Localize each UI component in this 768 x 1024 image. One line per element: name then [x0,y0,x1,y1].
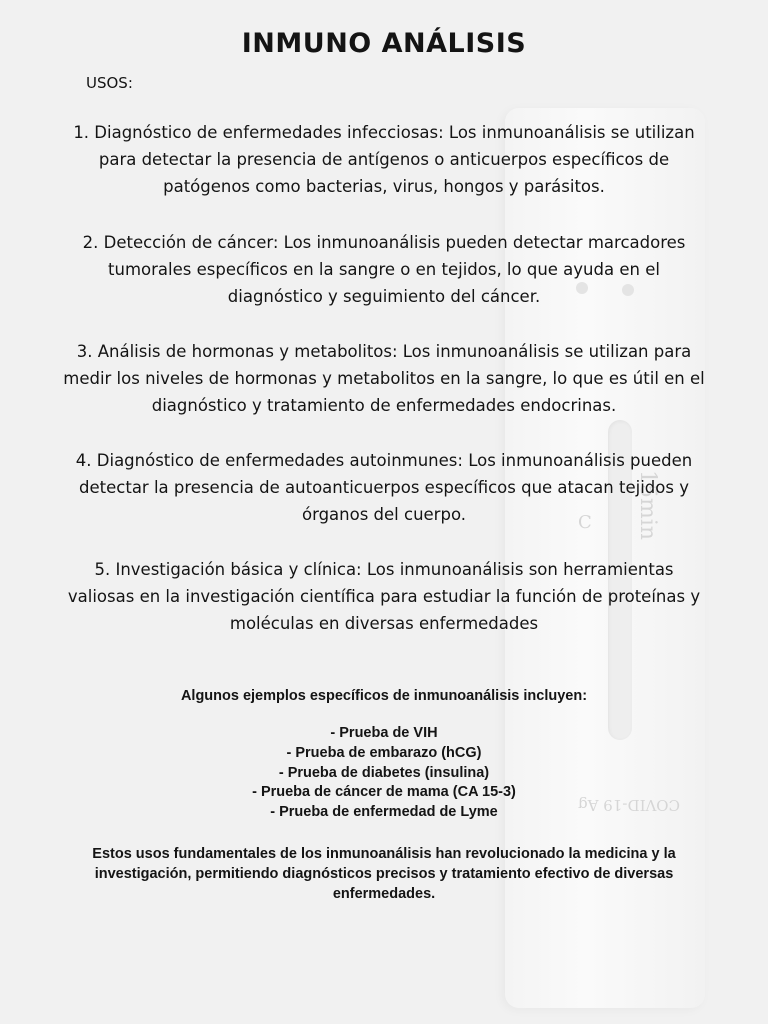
background-mark-15min: 15min [635,470,660,541]
use-item-1: 1. Diagnóstico de enfermedades infecciosas: Los inmunoanálisis se utilizan para detectar la presencia de antígenos o anticuerpos específicos de patógenos como bacterias, virus, hongos y parásitos. [73,123,695,196]
list-item: - Prueba de embarazo (hCG) [286,744,482,761]
list-item: - Prueba de VIH [330,725,438,741]
usos-label: USOS: [86,74,133,92]
list-item: - Prueba de cáncer de mama (CA 15-3) [252,784,516,801]
closing-paragraph: Estos usos fundamentales de los inmunoanálisis han revolucionado la medicina y la investigación, permitiendo diagnósticos precisos y tratamiento efectivo de diversas enfermedades. [92,846,676,902]
background-mark-c: C [578,512,592,533]
examples-intro: Algunos ejemplos específicos de inmunoanálisis incluyen: [180,688,588,704]
background-cassette-label: COVID-19 Ag [578,796,680,814]
list-item: - Prueba de enfermedad de Lyme [270,804,498,821]
use-item-5: 5. Investigación básica y clínica: Los inmunoanálisis son herramientas valiosas en la investigación científica para estudiar la función de proteínas y moléculas en diversas enfermedades [67,560,701,633]
examples-list [0,724,768,823]
use-item-4: 4. Diagnóstico de enfermedades autoinmunes: Los inmunoanálisis pueden detectar la presencia de autoanticuerpos específicos que atacan tejidos y órganos del cuerpo. [75,451,693,524]
use-item-2: 2. Detección de cáncer: Los inmunoanálisis pueden detectar marcadores tumorales específicos en la sangre o en tejidos, lo que ayuda en el diagnóstico y seguimiento del cáncer. [82,233,686,306]
use-item-3: 3. Análisis de hormonas y metabolitos: Los inmunoanálisis se utilizan para medir los niveles de hormonas y metabolitos en la sangre, lo que es útil en el diagnóstico y tratamiento de enfermedades endocrinas. [63,342,705,415]
list-item: - Prueba de diabetes (insulina) [278,764,490,781]
page-title: INMUNO ANÁLISIS [241,28,527,59]
